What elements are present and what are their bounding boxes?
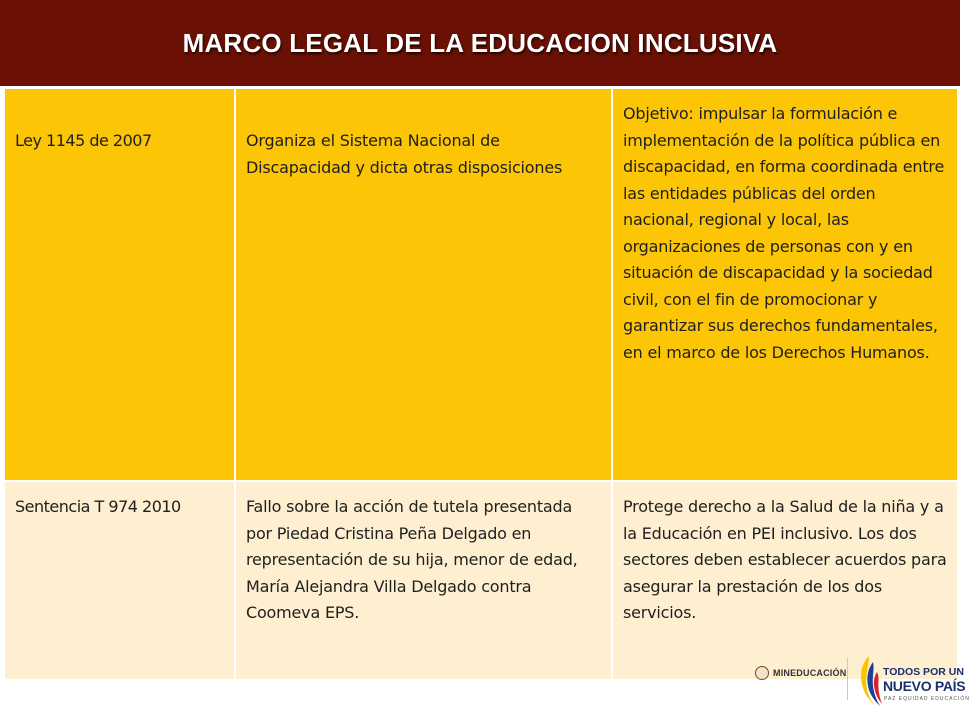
- logo-divider: [847, 658, 848, 700]
- nuevo-pais-logo: [855, 654, 970, 708]
- mineducacion-logo: [755, 666, 846, 680]
- nuevo-pais-line1: TODOS POR UN: [883, 666, 964, 678]
- nuevo-pais-tagline: PAZ EQUIDAD EDUCACIÓN: [884, 696, 970, 702]
- law-cell: [4, 481, 235, 679]
- mineducacion-logo-text: MINEDUCACIÓN: [773, 668, 847, 678]
- table-row: [4, 89, 958, 481]
- law-cell: [4, 89, 235, 481]
- flag-swoosh-icon: [855, 654, 883, 708]
- law-details: Objetivo: impulsar la formulación e implementación de la política pública en discapacidad, en forma coordinada entre las entidades públicas del orden nacional, regional y local, las organizaciones de personas con y en situación de discapacidad y la sociedad civil, con el fin de promocionar y garantizar sus derechos fundamentales, en el marco de los Derechos Humanos.: [623, 104, 945, 362]
- law-description: Fallo sobre la acción de tutela presentada por Piedad Cristina Peña Delgado en representación de su hija, menor de edad, María Alejandra Villa Delgado contra Coomeva EPS.: [246, 497, 578, 622]
- details-cell: [612, 89, 958, 481]
- law-description: Organiza el Sistema Nacional de Discapacidad y dicta otras disposiciones: [246, 131, 563, 177]
- title-bar: [0, 0, 960, 86]
- description-cell: [235, 89, 612, 481]
- law-details: Protege derecho a la Salud de la niña y a la Educación en PEI inclusivo. Los dos sectores deben establecer acuerdos para asegurar la prestación de los dos servicios.: [623, 497, 947, 622]
- law-name: Sentencia T 974 2010: [15, 497, 181, 516]
- legal-framework-table: [3, 89, 959, 679]
- description-cell: [235, 481, 612, 679]
- footer-logos: [745, 650, 970, 712]
- page-title: MARCO LEGAL DE LA EDUCACION INCLUSIVA: [182, 27, 778, 58]
- law-name: Ley 1145 de 2007: [15, 131, 152, 150]
- nuevo-pais-line2: NUEVO PAÍS: [883, 678, 966, 694]
- coat-of-arms-icon: [755, 666, 769, 680]
